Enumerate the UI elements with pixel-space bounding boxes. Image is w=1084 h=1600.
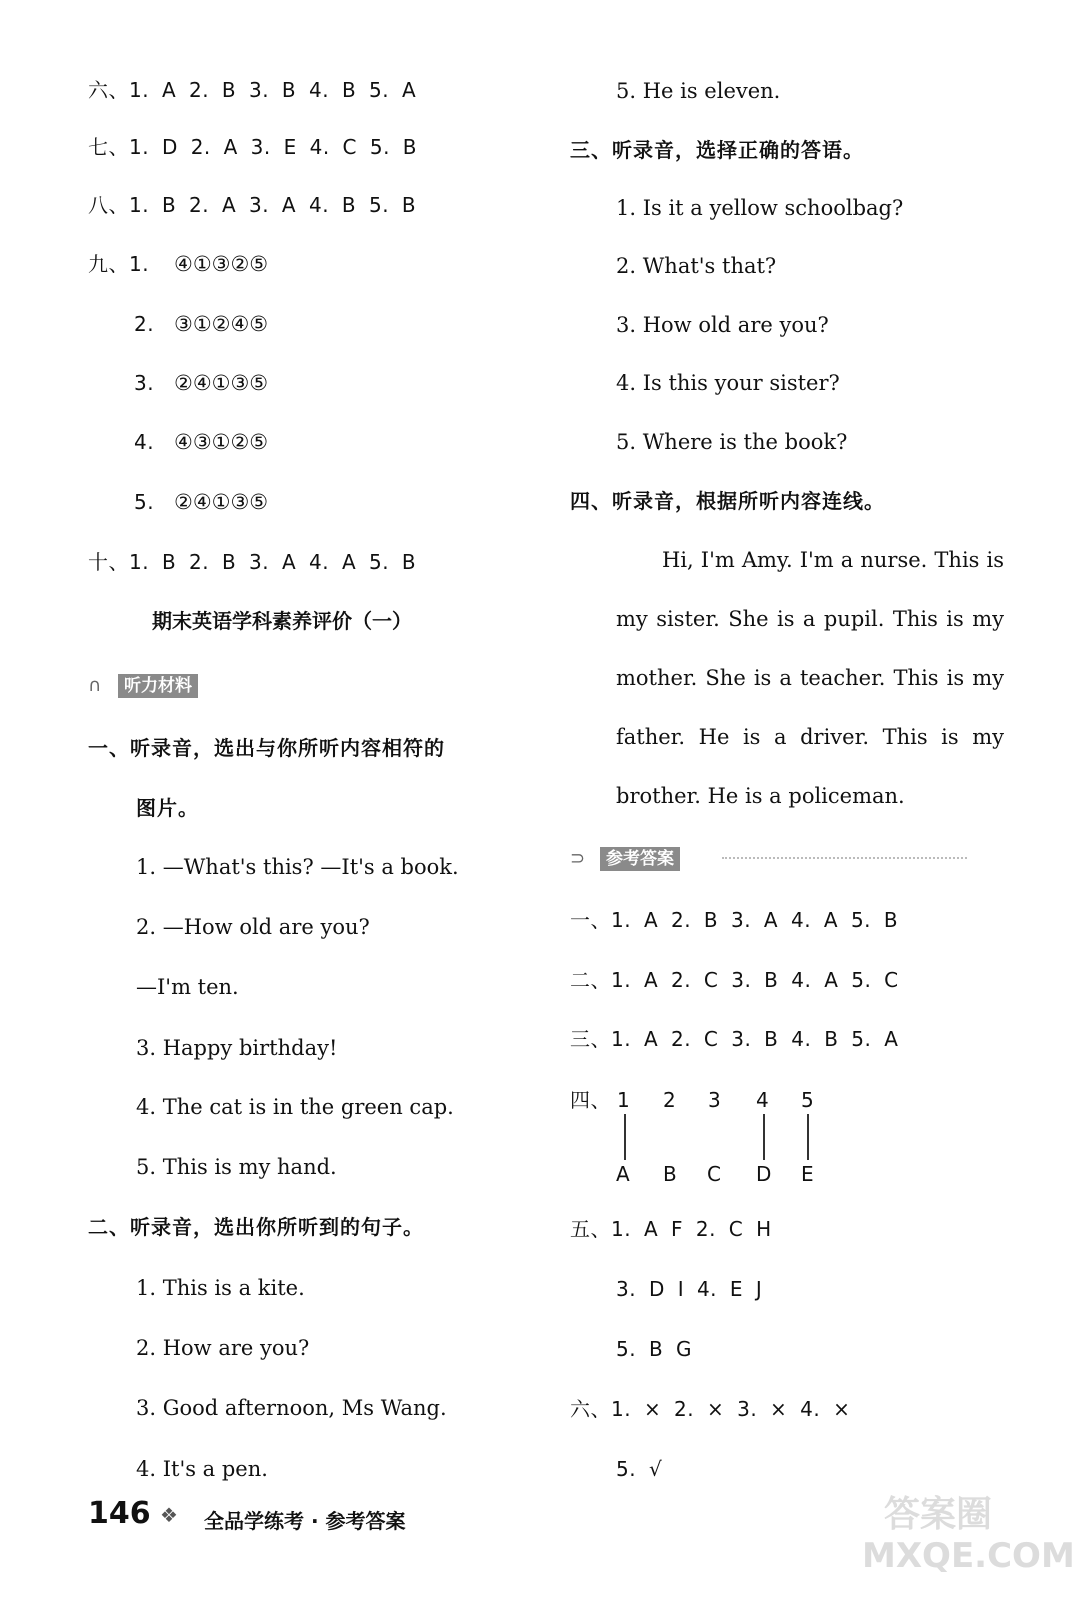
match-num-5: 5 — [801, 1088, 815, 1112]
watermark-url: MXQE.COM — [862, 1536, 1075, 1576]
answer-9-num-5: 5. — [134, 490, 155, 514]
part3-item-3: 3. How old are you? — [616, 313, 829, 337]
listening-tag-label: 听力材料 — [118, 674, 198, 698]
part1-heading: 一、听录音，选出与你所听内容相符的 — [88, 736, 445, 760]
book-title: 全品学练考 · 参考答案 — [204, 1509, 406, 1533]
part4-paragraph: Hi, I'm Amy. I'm a nurse. This is my sister. She is a pupil. This is my mother. She is a teacher. This is my father. He is a driver. This is my brother. He is a policeman. — [616, 548, 1004, 808]
part1-item-1: 1. —What's this? —It's a book. — [136, 855, 459, 879]
answer-r2: 二、1. A 2. C 3. B 4. A 5. C — [570, 968, 899, 992]
answer-9-seq-1: ④①③②⑤ — [174, 252, 269, 276]
match-line-5 — [807, 1114, 809, 1160]
match-letter-c: C — [707, 1162, 722, 1186]
match-letter-e: E — [801, 1162, 815, 1186]
match-num-3: 3 — [708, 1088, 722, 1112]
answer-line-7: 七、1. D 2. A 3. E 4. C 5. B — [88, 135, 418, 159]
part3-heading: 三、听录音，选择正确的答语。 — [570, 138, 864, 162]
answer-r5-line-2: 3. D I 4. E J — [616, 1277, 763, 1301]
part3-item-1: 1. Is it a yellow schoolbag? — [616, 196, 904, 220]
watermark-logo: 答案圈 — [884, 1494, 993, 1535]
answer-9-seq-5: ②④①③⑤ — [174, 490, 269, 514]
answer-r6-line-1: 六、1. × 2. × 3. × 4. × — [570, 1397, 851, 1421]
listening-tag — [88, 670, 198, 700]
page-number: 146 — [88, 1496, 151, 1531]
answer-9-seq-2: ③①②④⑤ — [174, 312, 269, 336]
match-num-1: 1 — [617, 1088, 631, 1112]
answer-9-seq-3: ②④①③⑤ — [174, 371, 269, 395]
part4-heading: 四、听录音，根据所听内容连线。 — [570, 489, 885, 513]
answer-book-icon: ⊃ — [570, 848, 586, 869]
answer-r3: 三、1. A 2. C 3. B 4. B 5. A — [570, 1027, 899, 1051]
answer-tag — [570, 843, 680, 873]
match-num-4: 4 — [756, 1088, 770, 1112]
part1-item-3: 3. Happy birthday! — [136, 1036, 338, 1060]
answer-r5-line-3: 5. B G — [616, 1337, 693, 1361]
headphones-icon: ∩ — [88, 675, 102, 696]
answer-r1: 一、1. A 2. B 3. A 4. A 5. B — [570, 908, 899, 932]
match-line-1 — [624, 1114, 626, 1160]
part2-item-4: 4. It's a pen. — [136, 1457, 268, 1481]
part1-heading-cont: 图片。 — [136, 796, 199, 820]
part2-item-1: 1. This is a kite. — [136, 1276, 305, 1300]
answer-r6-line-2: 5. √ — [616, 1457, 663, 1481]
section-title: 期末英语学科素养评价（一） — [152, 609, 412, 633]
part3-item-2: 2. What's that? — [616, 254, 777, 278]
answer-line-8: 八、1. B 2. A 3. A 4. B 5. B — [88, 193, 417, 217]
answer-r4-label: 四、 — [570, 1088, 611, 1112]
answer-9-label: 九、1. — [88, 252, 150, 276]
answer-line-10: 十、1. B 2. B 3. A 4. A 5. B — [88, 550, 417, 574]
match-letter-b: B — [663, 1162, 678, 1186]
part2-heading: 二、听录音，选出你所听到的句子。 — [88, 1215, 424, 1239]
part2-item-2: 2. How are you? — [136, 1336, 310, 1360]
part2-item-5: 5. He is eleven. — [616, 79, 781, 103]
match-letter-a: A — [616, 1162, 631, 1186]
part1-item-4: 4. The cat is in the green cap. — [136, 1095, 454, 1119]
match-line-4 — [763, 1114, 765, 1160]
part2-item-3: 3. Good afternoon, Ms Wang. — [136, 1396, 447, 1420]
part3-item-4: 4. Is this your sister? — [616, 371, 840, 395]
ornament-icon: ❖ — [160, 1503, 178, 1527]
answer-line-6: 六、1. A 2. B 3. B 4. B 5. A — [88, 78, 417, 102]
dotted-divider — [722, 857, 967, 859]
part1-item-5: 5. This is my hand. — [136, 1155, 337, 1179]
answer-9-num-3: 3. — [134, 371, 155, 395]
answer-tag-label: 参考答案 — [600, 847, 680, 871]
match-num-2: 2 — [663, 1088, 677, 1112]
part1-item-2: 2. —How old are you? — [136, 915, 370, 939]
answer-9-seq-4: ④③①②⑤ — [174, 430, 269, 454]
part3-item-5: 5. Where is the book? — [616, 430, 848, 454]
answer-r5-line-1: 五、1. A F 2. C H — [570, 1217, 772, 1241]
match-letter-d: D — [756, 1162, 772, 1186]
part1-item-2-reply: —I'm ten. — [136, 975, 239, 999]
answer-9-num-2: 2. — [134, 312, 155, 336]
answer-9-num-4: 4. — [134, 430, 155, 454]
